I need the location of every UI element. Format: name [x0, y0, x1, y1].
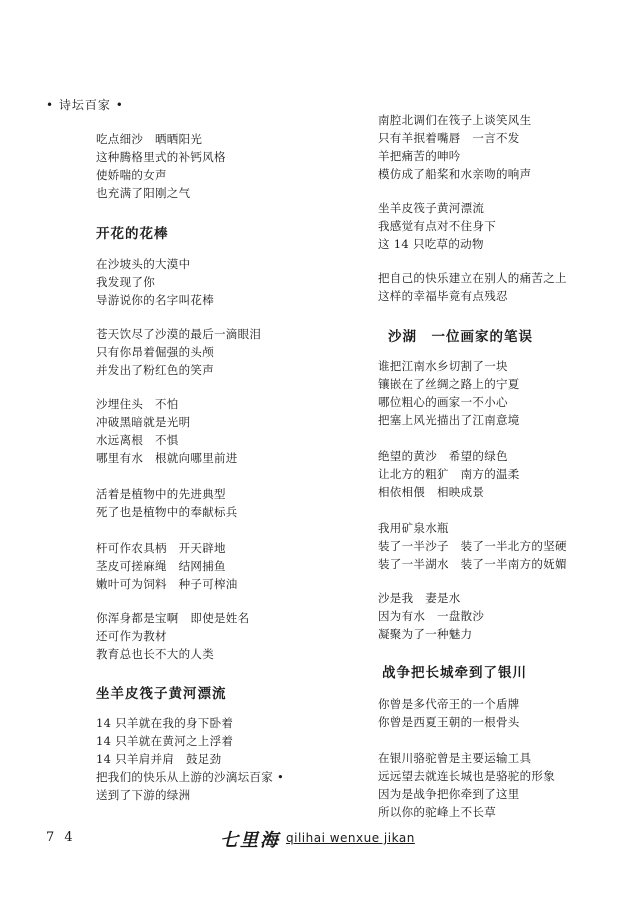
text-line: 相依相偎 相映成景 — [378, 485, 485, 499]
text-line: 把我们的快乐从上游的沙漓坛百家 • — [96, 770, 285, 784]
magazine-subtitle: qilihai wenxue jikan — [286, 831, 415, 845]
text-line: 吃点细沙 晒晒阳光 — [96, 132, 203, 146]
text-line: 冲破黑暗就是光明 — [96, 415, 191, 429]
poem-title: 开花的花棒 — [96, 226, 169, 242]
page-header: • 诗坛百家 • — [46, 98, 124, 112]
text-line: 谁把江南水乡切割了一块 — [378, 359, 508, 373]
text-line: 茎皮可搓麻绳 结网捕鱼 — [96, 559, 226, 573]
text-line: 沙是我 妻是水 — [378, 591, 461, 605]
text-line: 只有你昂着倔强的头颅 — [96, 345, 214, 359]
text-line: 绝望的黄沙 希望的绿色 — [378, 449, 508, 463]
text-line: 让北方的粗犷 南方的温柔 — [378, 467, 520, 481]
text-line: 活着是植物中的先进典型 — [96, 487, 226, 501]
text-line: 送到了下游的绿洲 — [96, 788, 191, 802]
text-line: 使娇喘的女声 — [96, 168, 167, 182]
text-line: 远远望去就连长城也是骆驼的形象 — [378, 769, 555, 783]
text-line: 所以你的驼峰上不长草 — [378, 805, 496, 819]
text-line: 水远离根 不惧 — [96, 433, 179, 447]
text-line: 装了一半沙子 装了一半北方的坚硬 — [378, 539, 567, 553]
text-line: 14 只羊肩并肩 鼓足劲 — [96, 752, 222, 766]
text-line: 这种腾格里式的补钙风格 — [96, 150, 226, 164]
text-line: 教育总也长不大的人类 — [96, 647, 214, 661]
text-line: 南腔北调们在筏子上谈笑风生 — [378, 113, 532, 127]
text-line: 我用矿泉水瓶 — [378, 521, 449, 535]
text-line: 你曾是西夏王朝的一根骨头 — [378, 715, 520, 729]
text-line: 模仿成了船桨和水亲吻的响声 — [378, 167, 532, 181]
text-line: 我感觉有点对不住身下 — [378, 219, 496, 233]
text-line: 因为是战争把你牵到了这里 — [378, 787, 520, 801]
text-line: 你曾是多代帝王的一个盾牌 — [378, 697, 520, 711]
text-line: 羊把痛苦的呻吟 — [378, 149, 461, 163]
text-line: 嫩叶可为饲料 种子可榨油 — [96, 577, 238, 591]
text-line: 14 只羊就在我的身下卧着 — [96, 716, 234, 730]
text-line: 在沙坡头的大漠中 — [96, 257, 191, 271]
poem-title: 沙湖 一位画家的笔误 — [388, 329, 533, 345]
page-number: 7 4 — [46, 830, 76, 845]
text-line: 我发现了你 — [96, 275, 155, 289]
text-line: 镶嵌在了丝绸之路上的宁夏 — [378, 377, 520, 391]
text-line: 死了也是植物中的奉献标兵 — [96, 505, 238, 519]
text-line: 苍天饮尽了沙漠的最后一滴眼泪 — [96, 327, 262, 341]
text-line: 这 14 只吃草的动物 — [378, 237, 484, 251]
text-line: 你浑身都是宝啊 即使是姓名 — [96, 611, 250, 625]
text-line: 哪里有水 根就向哪里前进 — [96, 451, 238, 465]
text-line: 杆可作农具柄 开天辟地 — [96, 541, 226, 555]
text-line: 哪位粗心的画家一不小心 — [378, 395, 508, 409]
text-line: 并发出了粉红色的笑声 — [96, 363, 214, 377]
text-line: 沙埋住头 不怕 — [96, 397, 179, 411]
text-line: 还可作为教材 — [96, 629, 167, 643]
text-line: 导游说你的名字叫花棒 — [96, 293, 214, 307]
text-line: 把塞上风光描出了江南意境 — [378, 413, 520, 427]
text-line: 14 只羊就在黄河之上浮着 — [96, 734, 234, 748]
text-line: 凝聚为了一种魅力 — [378, 627, 473, 641]
poem-title: 坐羊皮筏子黄河漂流 — [96, 686, 227, 702]
text-line: 坐羊皮筏子黄河漂流 — [378, 201, 485, 215]
text-line: 把自己的快乐建立在别人的痛苦之上 — [378, 271, 567, 285]
magazine-logo: 七里海 — [220, 830, 280, 851]
poem-title: 战争把长城牵到了银川 — [382, 665, 527, 681]
text-line: 装了一半湖水 装了一半南方的妩媚 — [378, 557, 567, 571]
text-line: 这样的幸福毕竟有点残忍 — [378, 289, 508, 303]
text-line: 只有羊抿着嘴唇 一言不发 — [378, 131, 520, 145]
text-line: 在银川骆驼曾是主要运输工具 — [378, 751, 532, 765]
text-line: 也充满了阳刚之气 — [96, 186, 191, 200]
text-line: 因为有水 一盘散沙 — [378, 609, 485, 623]
